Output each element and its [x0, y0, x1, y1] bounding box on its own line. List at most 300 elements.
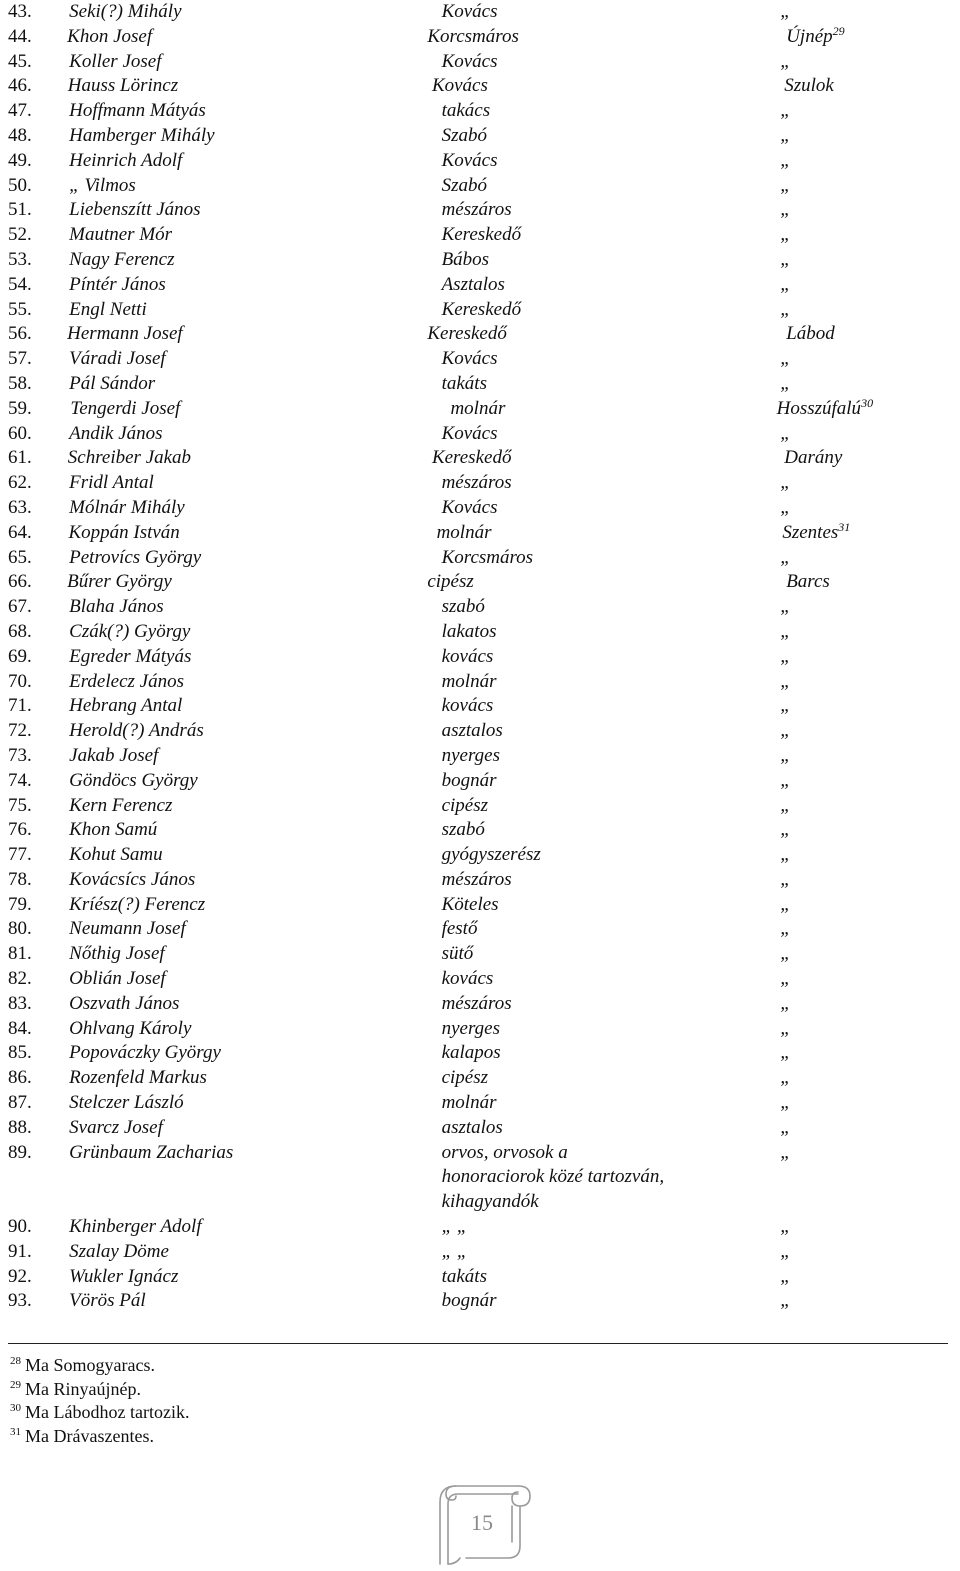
row-number: 48. [8, 124, 32, 146]
table-row [0, 917, 960, 942]
person-name: Hoffmann Mátyás [69, 100, 206, 122]
place [710, 992, 960, 1017]
table-row [0, 1289, 960, 1314]
place [710, 248, 960, 273]
place [687, 25, 960, 50]
place-text: „ [780, 596, 791, 618]
place [710, 124, 960, 149]
table-row [0, 893, 960, 918]
person-name: Nagy Ferencz [69, 248, 175, 270]
person-name: Fridl Antal [69, 472, 154, 494]
place [710, 1041, 960, 1066]
place [710, 1215, 960, 1240]
row-number: 53. [8, 248, 32, 270]
trade: bognár [441, 1290, 497, 1312]
table-row [0, 1041, 960, 1066]
person-name: Hebrang Antal [69, 695, 183, 717]
table-row [0, 124, 960, 149]
person-name: Ohlvang Károly [69, 1017, 192, 1039]
row-number: 76. [8, 819, 32, 841]
trade: cipész [441, 1067, 489, 1089]
person-name: Egreder Mátyás [69, 645, 192, 667]
trade [442, 1141, 711, 1215]
place-text: „ [780, 893, 791, 915]
place-text: „ [780, 819, 791, 841]
table-row [0, 1066, 960, 1091]
trade: Kereskedő [427, 323, 507, 345]
row-number: 92. [8, 1265, 32, 1287]
trade: kovács [441, 968, 494, 990]
table-row [0, 74, 960, 99]
trade: mészáros [441, 472, 512, 494]
row-number: 81. [8, 943, 32, 965]
table-row [0, 967, 960, 992]
place-text: „ [780, 199, 791, 221]
table-row [0, 546, 960, 571]
person-name: Kríész(?) Ferencz [69, 893, 206, 915]
trade: „ „ [441, 1240, 468, 1262]
place [710, 1116, 960, 1141]
trade-line: honoraciorok közé tartozván, [441, 1166, 665, 1188]
person-name: Liebenszítt János [69, 199, 201, 221]
place [710, 744, 960, 769]
row-number: 72. [8, 720, 32, 742]
person-name: Kohut Samu [69, 844, 163, 866]
trade: takács [441, 100, 491, 122]
row-number: 80. [8, 918, 32, 940]
place [710, 1091, 960, 1116]
table-row [0, 694, 960, 719]
place [710, 422, 960, 447]
place-text: Szentes [782, 521, 839, 543]
table-row [0, 1141, 960, 1215]
place [710, 347, 960, 372]
person-name: Pál Sándor [69, 372, 156, 394]
table-row [0, 769, 960, 794]
row-number: 93. [8, 1290, 32, 1312]
person-name: Váradi Josef [69, 348, 166, 370]
page-number-badge [426, 1480, 538, 1566]
table-row [0, 744, 960, 769]
trade: cipész [441, 794, 489, 816]
person-name: Koppán István [68, 521, 180, 543]
place-text: „ [780, 174, 791, 196]
place-text: „ [780, 1216, 791, 1238]
table-row [0, 322, 960, 347]
place [710, 942, 960, 967]
person-name: Vörös Pál [69, 1290, 146, 1312]
person-name: Seki(?) Mihály [69, 1, 182, 22]
place [725, 397, 960, 422]
place-text: „ [780, 1290, 791, 1312]
row-number: 56. [8, 323, 32, 345]
table-row [0, 25, 960, 50]
footnote-text: Ma Drávaszentes. [25, 1425, 154, 1446]
table-row [0, 397, 960, 422]
place [710, 1066, 960, 1091]
trade: Kovács [441, 149, 498, 171]
row-number: 79. [8, 893, 32, 915]
person-name: Göndöcs György [69, 769, 198, 791]
trade: szabó [441, 596, 485, 618]
footnote-mark: 29 [10, 1378, 21, 1391]
place [710, 670, 960, 695]
place [702, 521, 960, 546]
person-name: Jakab Josef [69, 744, 159, 766]
trade-line: kihagyandók [441, 1191, 539, 1213]
place [710, 967, 960, 992]
place-text: „ [780, 1240, 791, 1262]
place-text: „ [780, 1141, 791, 1163]
table-row [0, 818, 960, 843]
row-number: 60. [8, 422, 32, 444]
person-name: Tengerdi Josef [70, 397, 181, 419]
table-row [0, 868, 960, 893]
footnote [10, 1378, 189, 1402]
table-row [0, 1215, 960, 1240]
place [710, 471, 960, 496]
trade: Asztalos [441, 273, 505, 295]
place-text: „ [780, 1265, 791, 1287]
trade: molnár [441, 670, 497, 692]
trade: sütő [441, 943, 474, 965]
table-row [0, 794, 960, 819]
row-number: 59. [8, 397, 32, 419]
place-text: „ [780, 670, 791, 692]
row-number: 65. [8, 546, 32, 568]
table-row [0, 298, 960, 323]
row-number: 49. [8, 149, 32, 171]
place [710, 223, 960, 248]
trade: lakatos [441, 620, 497, 642]
trade: kalapos [441, 1042, 501, 1064]
trade: takáts [441, 1265, 487, 1287]
row-number: 87. [8, 1092, 32, 1114]
row-number: 58. [8, 372, 32, 394]
table-row [0, 198, 960, 223]
place-text: „ [780, 868, 791, 890]
row-number: 68. [8, 620, 32, 642]
place-text: Szulok [784, 75, 834, 97]
trade: asztalos [441, 1116, 503, 1138]
table-row [0, 843, 960, 868]
place [710, 818, 960, 843]
trade: Köteles [441, 893, 499, 915]
place-text: „ [780, 546, 791, 568]
trade: Korcsmáros [427, 25, 519, 47]
place [710, 0, 960, 25]
person-name: Kovácsícs János [69, 868, 196, 890]
footnotes [10, 1354, 189, 1448]
place-text: „ [780, 224, 791, 246]
table-row [0, 620, 960, 645]
place-text: „ [780, 273, 791, 295]
place-text: Barcs [786, 571, 830, 593]
place [710, 149, 960, 174]
person-name: Khon Josef [67, 25, 153, 47]
place-text: „ [780, 968, 791, 990]
place [695, 446, 960, 471]
trade: nyerges [441, 744, 500, 766]
row-number: 85. [8, 1042, 32, 1064]
footnote-ref: 30 [861, 395, 874, 410]
row-number: 52. [8, 224, 32, 246]
trade: mészáros [441, 199, 512, 221]
trade: Kovács [441, 1, 498, 22]
place-text: „ [780, 248, 791, 270]
place [710, 198, 960, 223]
place [710, 769, 960, 794]
row-number: 91. [8, 1240, 32, 1262]
place [710, 99, 960, 124]
trade: Bábos [441, 248, 490, 270]
place-text: „ [780, 720, 791, 742]
place [710, 794, 960, 819]
row-number: 83. [8, 992, 32, 1014]
place-text: „ [780, 149, 791, 171]
person-name: Szalay Döme [69, 1240, 169, 1262]
row-number: 69. [8, 645, 32, 667]
table-row [0, 99, 960, 124]
place-text: „ [780, 620, 791, 642]
place-text: „ [780, 992, 791, 1014]
table-row [0, 570, 960, 595]
place [710, 645, 960, 670]
row-number: 90. [8, 1216, 32, 1238]
table-row [0, 446, 960, 471]
table-row [0, 372, 960, 397]
table-row [0, 595, 960, 620]
trade: takáts [441, 372, 487, 394]
table-row [0, 521, 960, 546]
row-number: 78. [8, 868, 32, 890]
place-text: „ [780, 695, 791, 717]
trade: Kereskedő [431, 447, 512, 469]
row-number: 55. [8, 298, 32, 320]
person-name: Heinrich Adolf [69, 149, 183, 171]
place-text: „ [780, 124, 791, 146]
person-name: Hauss Lörincz [67, 75, 179, 97]
trade: Szabó [441, 124, 487, 146]
place [710, 917, 960, 942]
person-name: Czák(?) György [69, 620, 191, 642]
footnote-ref: 31 [838, 519, 851, 534]
row-number: 70. [8, 670, 32, 692]
place [710, 546, 960, 571]
row-number: 45. [8, 50, 32, 72]
row-number: 63. [8, 496, 32, 518]
place-text: „ [780, 1116, 791, 1138]
person-name: Engl Netti [69, 298, 147, 320]
trade: mészáros [441, 992, 512, 1014]
table-row [0, 347, 960, 372]
place [695, 74, 960, 99]
place-text: „ [780, 1092, 791, 1114]
table-row [0, 496, 960, 521]
person-name: Blaha János [69, 596, 164, 618]
person-name: Koller Josef [69, 50, 162, 72]
place [710, 174, 960, 199]
footnote [10, 1354, 189, 1378]
table-row [0, 149, 960, 174]
table-row [0, 670, 960, 695]
footnote [10, 1401, 189, 1425]
person-name: Grünbaum Zacharias [69, 1141, 234, 1163]
person-name: Oszvath János [69, 992, 180, 1014]
place-text: „ [780, 943, 791, 965]
row-number: 62. [8, 472, 32, 494]
person-name: Popováczky György [69, 1042, 221, 1064]
person-name: „ Vilmos [69, 174, 136, 196]
row-number: 71. [8, 695, 32, 717]
table-row [0, 1116, 960, 1141]
row-number: 43. [8, 1, 32, 22]
row-number: 73. [8, 744, 32, 766]
trade-line: orvos, orvosok a [441, 1141, 568, 1163]
row-number: 54. [8, 273, 32, 295]
row-number: 74. [8, 769, 32, 791]
footnote-text: Ma Somogyaracs. [25, 1355, 155, 1375]
row-number: 84. [8, 1017, 32, 1039]
footnote-text: Ma Rinyaújnép. [25, 1378, 141, 1399]
place [710, 50, 960, 75]
place [687, 570, 960, 595]
place-text: „ [780, 348, 791, 370]
person-name: Neumann Josef [69, 918, 186, 940]
person-name: Bűrer György [67, 571, 172, 593]
place [710, 893, 960, 918]
table-row [0, 1017, 960, 1042]
person-name: Píntér János [69, 273, 166, 295]
place [710, 868, 960, 893]
trade: kovács [441, 695, 494, 717]
trade: molnár [450, 397, 506, 419]
person-name: Hermann Josef [67, 323, 183, 345]
place [710, 372, 960, 397]
person-name: Khon Samú [69, 819, 158, 841]
footnote-rule [8, 1343, 948, 1344]
place-text: „ [780, 496, 791, 518]
table-row [0, 719, 960, 744]
table-row [0, 0, 960, 25]
trade: Kovács [441, 50, 498, 72]
row-number: 46. [8, 75, 32, 97]
row-number: 64. [8, 521, 32, 543]
person-name: Rozenfeld Markus [69, 1067, 207, 1089]
table-row [0, 471, 960, 496]
trade: molnár [436, 521, 492, 543]
place-text: „ [780, 794, 791, 816]
trade: Szabó [441, 174, 487, 196]
table-row [0, 942, 960, 967]
place [710, 496, 960, 521]
place [710, 843, 960, 868]
place-text: Hosszúfalú [776, 397, 862, 419]
footnote-mark: 31 [10, 1425, 21, 1438]
place-text: „ [780, 1067, 791, 1089]
place-text: „ [780, 100, 791, 122]
person-name: Wukler Ignácz [69, 1265, 179, 1287]
place [710, 1289, 960, 1314]
place-text: Újnép [786, 25, 833, 47]
row-number: 51. [8, 199, 32, 221]
row-number: 82. [8, 968, 32, 990]
person-name: Herold(?) András [69, 720, 204, 742]
trade: mészáros [441, 868, 512, 890]
trade: „ „ [441, 1216, 468, 1238]
footnote [10, 1425, 189, 1449]
row-number: 77. [8, 844, 32, 866]
place [710, 273, 960, 298]
trade: Kereskedő [441, 298, 522, 320]
row-number: 89. [8, 1141, 32, 1163]
table-row [0, 174, 960, 199]
place [710, 719, 960, 744]
trade: bognár [441, 769, 497, 791]
place-text: Darány [784, 447, 843, 469]
place-text: „ [780, 372, 791, 394]
table-row [0, 992, 960, 1017]
table-row [0, 50, 960, 75]
trade: gyógyszerész [441, 844, 541, 866]
trade: Kovács [431, 75, 488, 97]
row-number: 86. [8, 1067, 32, 1089]
person-name: Erdelecz János [69, 670, 184, 692]
place [710, 1265, 960, 1290]
place-text: „ [780, 50, 791, 72]
footnote-mark: 30 [10, 1402, 21, 1414]
place [710, 620, 960, 645]
place-text: „ [780, 422, 791, 444]
place [710, 694, 960, 719]
table-row [0, 273, 960, 298]
table-row [0, 1265, 960, 1290]
trade: Kereskedő [441, 224, 522, 246]
person-name: Nőthig Josef [69, 943, 165, 965]
table-row [0, 223, 960, 248]
row-number: 47. [8, 100, 32, 122]
person-name: Hamberger Mihály [69, 124, 215, 146]
place-text: „ [780, 844, 791, 866]
person-name: Kern Ferencz [69, 794, 173, 816]
place-text: „ [780, 1017, 791, 1039]
row-number: 44. [8, 25, 32, 47]
person-name: Oblián Josef [69, 968, 166, 990]
person-name: Mautner Mór [69, 224, 173, 246]
trade: Kovács [441, 422, 498, 444]
row-number: 67. [8, 596, 32, 618]
place [710, 595, 960, 620]
trade: asztalos [441, 720, 503, 742]
trade: Korcsmáros [441, 546, 534, 568]
trade: Kovács [441, 496, 498, 518]
person-name: Schreiber Jakab [67, 447, 192, 469]
place [710, 1141, 960, 1215]
place [710, 1017, 960, 1042]
place-text: „ [780, 1042, 791, 1064]
footnote-mark: 28 [10, 1355, 21, 1367]
trade: cipész [427, 571, 474, 593]
trade: festő [441, 918, 478, 940]
row-number: 66. [8, 571, 32, 593]
place-text: „ [780, 918, 791, 940]
place-text: „ [780, 645, 791, 667]
table-row [0, 422, 960, 447]
footnote-ref: 29 [832, 23, 845, 38]
place [687, 322, 960, 347]
place-text: „ [780, 744, 791, 766]
place-text: „ [780, 472, 791, 494]
